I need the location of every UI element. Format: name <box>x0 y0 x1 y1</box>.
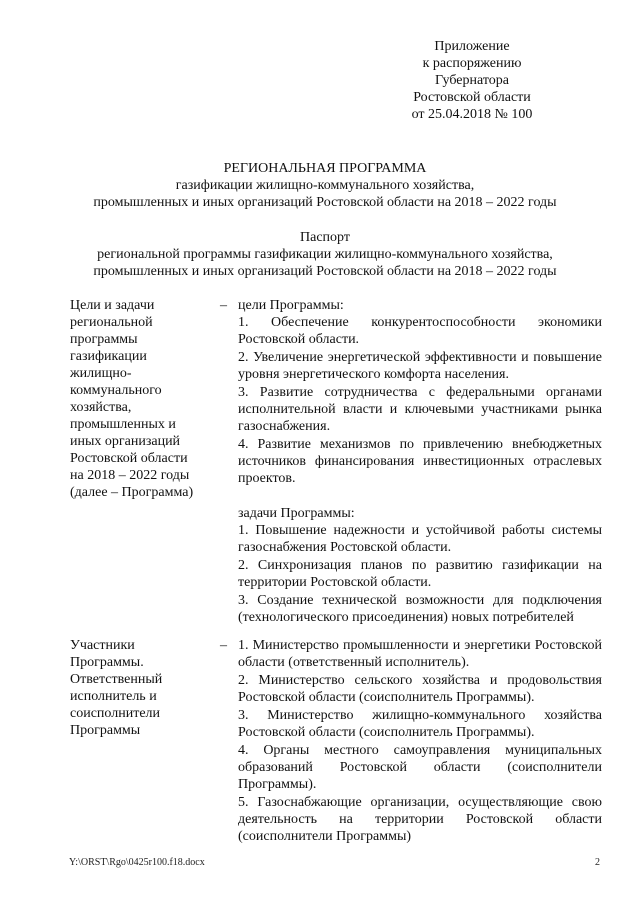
title-line: промышленных и иных организаций Ростовской области на 2018 – 2022 годы <box>93 195 557 210</box>
appendix-line: от 25.04.2018 № 100 <box>411 107 533 122</box>
title-line: РЕГИОНАЛЬНАЯ ПРОГРАММА <box>223 161 427 176</box>
passport-line: региональной программы газификации жилищно-коммунального хозяйства, <box>97 247 553 262</box>
label-line: промышленных и <box>70 417 176 432</box>
goal-item: 2. Увеличение энергетической эффективности и повышение уровня энергетического комфорта населения. <box>238 350 602 382</box>
participant-item: 2. Министерство сельского хозяйства и продовольствия Ростовской области (соисполнитель Программы). <box>238 673 602 705</box>
participant-item: 4. Органы местного самоуправления муниципальных образований Ростовской области (соисполнители Программы). <box>238 743 602 792</box>
label-line: Участники <box>70 638 135 653</box>
label-line: на 2018 – 2022 годы <box>70 468 190 483</box>
section-dash: – <box>220 298 227 313</box>
label-line: газификации <box>70 349 147 364</box>
label-line: Программы <box>70 723 141 738</box>
passport-line: Паспорт <box>300 230 350 245</box>
goal-item: 1. Обеспечение конкурентоспособности экономики Ростовской области. <box>238 315 602 347</box>
participant-item: 1. Министерство промышленности и энергетики Ростовской области (ответственный исполнитель). <box>238 638 602 670</box>
label-line: соисполнители <box>70 706 161 721</box>
label-line: хозяйства, <box>70 400 132 415</box>
label-line: Ответственный <box>70 672 163 687</box>
participant-item: 3. Министерство жилищно-коммунального хозяйства Ростовской области (соисполнитель Программы). <box>238 708 602 740</box>
program-title <box>60 160 590 211</box>
task-item: 3. Создание технической возможности для подключения (технологического присоединения) новых потребителей <box>238 593 602 625</box>
page-number: 2 <box>595 857 600 868</box>
label-line: жилищно- <box>70 366 132 381</box>
appendix-header <box>372 38 572 123</box>
label-line: Ростовской области <box>70 451 188 466</box>
label-line: (далее – Программа) <box>70 485 194 500</box>
label-line: Программы. <box>70 655 144 670</box>
label-line: Цели и задачи <box>70 298 155 313</box>
appendix-line: Губернатора <box>434 73 510 88</box>
label-line: программы <box>70 332 138 347</box>
goals-section-label <box>70 297 212 501</box>
appendix-line: Приложение <box>434 39 510 54</box>
passport-line: промышленных и иных организаций Ростовской области на 2018 – 2022 годы <box>93 264 557 279</box>
goal-item: 3. Развитие сотрудничества с федеральными органами исполнительной власти и ключевыми участниками рынка газоснабжения. <box>238 385 602 434</box>
participants-section-label <box>70 637 212 739</box>
label-line: коммунального <box>70 383 162 398</box>
appendix-line: к распоряжению <box>422 56 522 71</box>
task-item: 1. Повышение надежности и устойчивой работы системы газоснабжения Ростовской области. <box>238 523 602 555</box>
task-item: 2. Синхронизация планов по развитию газификации на территории Ростовской области. <box>238 558 602 590</box>
footer-file-path: Y:\ORST\Rgo\0425r100.f18.docx <box>69 857 205 868</box>
goals-section-content <box>238 297 602 627</box>
label-line: региональной <box>70 315 153 330</box>
title-line: газификации жилищно-коммунального хозяйства, <box>175 178 475 193</box>
label-line: исполнитель и <box>70 689 157 704</box>
goal-item: 4. Развитие механизмов по привлечению внебюджетных источников финансирования инвестиционных отраслевых проектов. <box>238 437 602 486</box>
participants-section-content <box>238 637 602 846</box>
passport-title <box>60 229 590 280</box>
section-dash: – <box>220 638 227 653</box>
label-line: иных организаций <box>70 434 181 449</box>
participant-item: 5. Газоснабжающие организации, осуществляющие свою деятельность на территории Ростовской области (соисполнители Программы) <box>238 795 602 844</box>
appendix-line: Ростовской области <box>413 90 531 105</box>
spacer <box>238 488 602 505</box>
goals-heading: цели Программы: <box>238 298 344 313</box>
tasks-heading: задачи Программы: <box>238 506 355 521</box>
